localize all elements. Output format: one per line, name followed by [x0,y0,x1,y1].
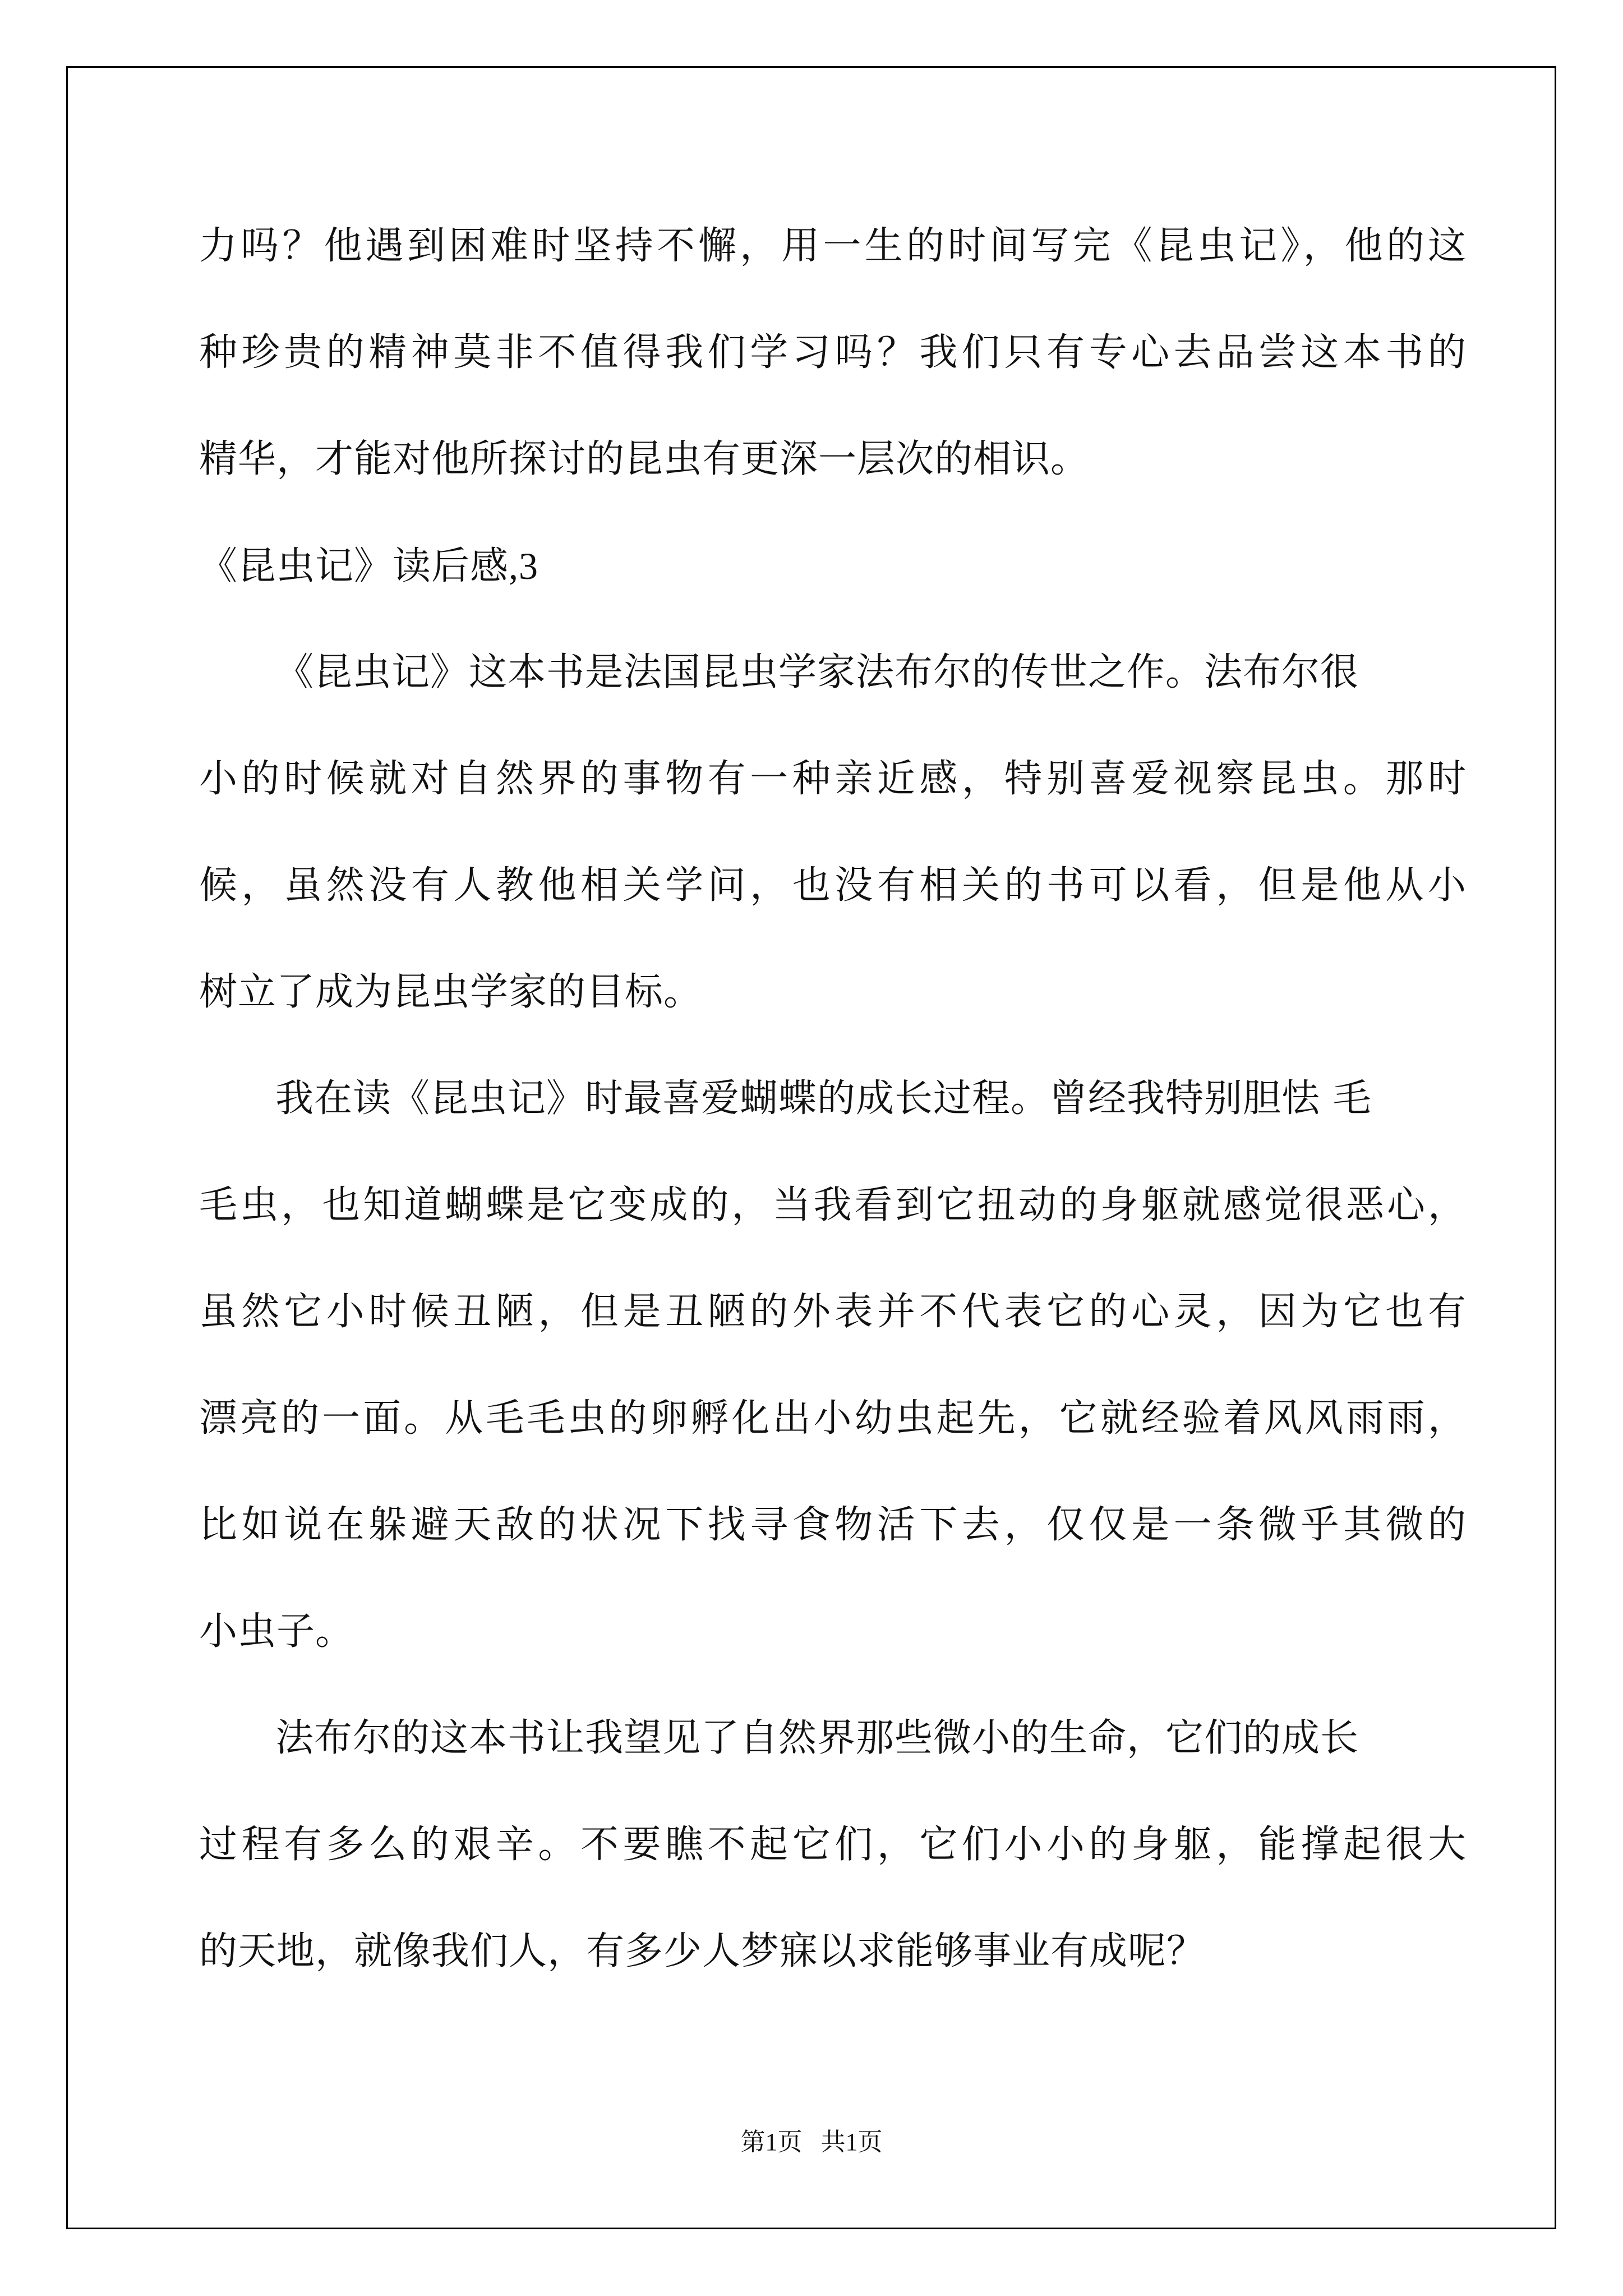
page-border [66,66,1556,2229]
text-line: 比如说在躲避天敌的状况下找寻食物活下去，仅仅是一条微乎其微的 [199,1503,1467,1547]
text-line: 漂亮的一面。从毛毛虫的卵孵化出小幼虫起先，它就经验着风风雨雨， [199,1396,1467,1441]
text-line: 的天地，就像我们人，有多少人梦寐以求能够事业有成呢？ [199,1929,1206,1973]
text-line: 小的时候就对自然界的事物有一种亲近感，特别喜爱视察昆虫。那时 [199,757,1467,801]
text-line: 法布尔的这本书让我望见了自然界那些微小的生命，它们的成长 [275,1716,1359,1760]
text-line: 过程有多么的艰辛。不要瞧不起它们，它们小小的身躯，能撑起很大 [199,1823,1467,1867]
text-line: 候，虽然没有人教他相关学问，也没有相关的书可以看，但是他从小 [199,863,1467,908]
section-heading: 《昆虫记》读后感,3 [199,545,539,587]
text-line: 精华，才能对他所探讨的昆虫有更深一层次的相识。 [199,437,1090,481]
text-line: 虽然它小时候丑陋，但是丑陋的外表并不代表它的心灵，因为它也有 [199,1290,1467,1334]
text-line: 小虫子。 [199,1609,354,1654]
text-line: 树立了成为昆虫学家的目标。 [199,970,703,1014]
text-line: 种珍贵的精神莫非不值得我们学习吗？我们只有专心去品尝这本书的 [199,330,1467,375]
text-line: 我在读《昆虫记》时最喜爱蝴蝶的成长过程。曾经我特别胆怯 毛 [275,1076,1372,1121]
text-line: 毛虫，也知道蝴蝶是它变成的，当我看到它扭动的身躯就感觉很恶心， [199,1183,1467,1227]
page-footer: 第1页 共1页 [740,2128,883,2156]
text-line: 力吗？他遇到困难时坚持不懈，用一生的时间写完《昆虫记》，他的这 [199,224,1467,268]
text-line: 《昆虫记》这本书是法国昆虫学家法布尔的传世之作。法布尔很 [275,650,1359,694]
